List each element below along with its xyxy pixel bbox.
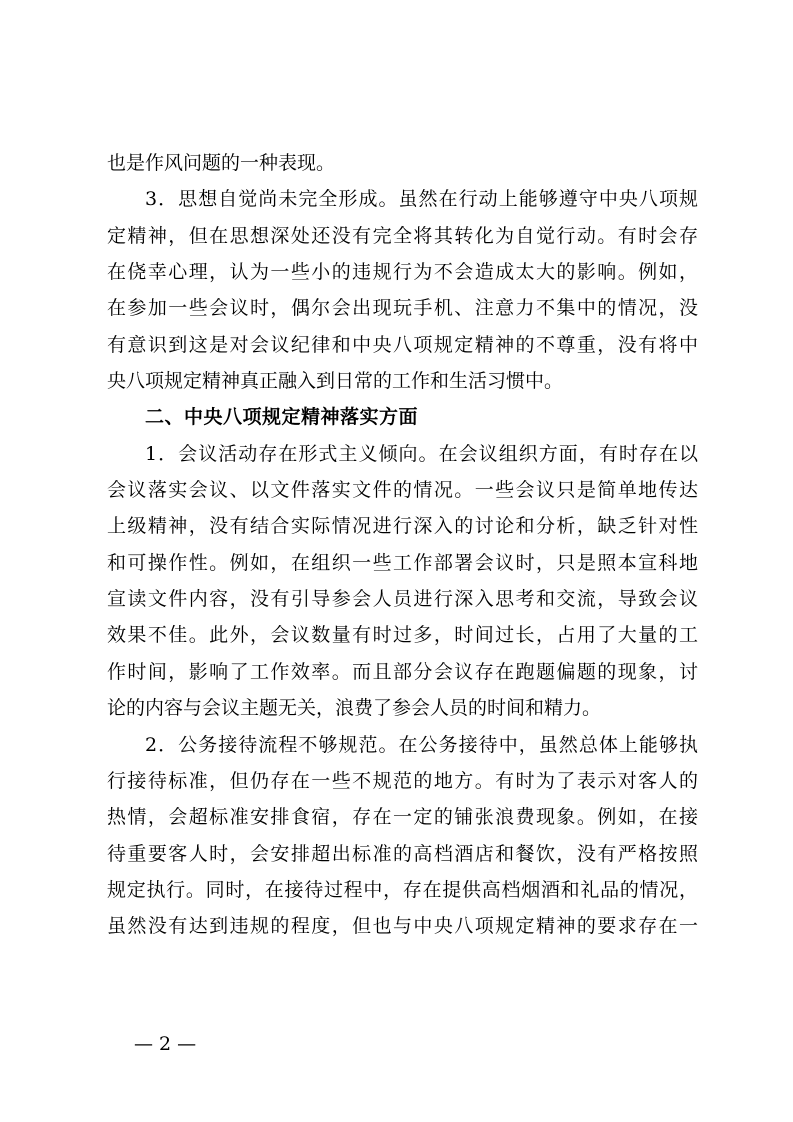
text-line: 在侥幸心理，认为一些小的违规行为不会造成太大的影响。例如， — [107, 261, 698, 284]
text-line: 在参加一些会议时，偶尔会出现玩手机、注意力不集中的情况，没 — [107, 297, 698, 320]
text-line: 行接待标准，但仍存在一些不规范的地方。有时为了表示对客人的 — [107, 769, 698, 792]
text-line: 和可操作性。例如，在组织一些工作部署会议时，只是照本宣科地 — [107, 551, 698, 574]
page-number: — 2 — — [134, 1033, 197, 1055]
text-line: 效果不佳。此外，会议数量有时过多，时间过长，占用了大量的工 — [107, 624, 698, 647]
text-line: 3．思想自觉尚未完全形成。虽然在行动上能够遵守中央八项规 — [145, 188, 698, 211]
section-heading: 二、中央八项规定精神落实方面 — [145, 406, 419, 429]
text-line: 作时间，影响了工作效率。而且部分会议存在跑题偏题的现象，讨 — [107, 660, 698, 683]
text-line: 规定执行。同时，在接待过程中，存在提供高档烟酒和礼品的情况， — [107, 878, 698, 901]
text-line: 会议落实会议、以文件落实文件的情况。一些会议只是简单地传达 — [107, 479, 698, 502]
text-line: 1．会议活动存在形式主义倾向。在会议组织方面，有时存在以 — [145, 442, 698, 465]
text-line: 待重要客人时，会安排超出标准的高档酒店和餐饮，没有严格按照 — [107, 842, 698, 865]
text-line: 定精神，但在思想深处还没有完全将其转化为自觉行动。有时会存 — [107, 224, 698, 247]
text-line: 央八项规定精神真正融入到日常的工作和生活习惯中。 — [107, 370, 564, 393]
text-line: 2．公务接待流程不够规范。在公务接待中，虽然总体上能够执 — [145, 733, 698, 756]
text-line: 论的内容与会议主题无关，浪费了参会人员的时间和精力。 — [107, 697, 602, 720]
text-line: 有意识到这是对会议纪律和中央八项规定精神的不尊重，没有将中 — [107, 333, 698, 356]
text-line: 上级精神，没有结合实际情况进行深入的讨论和分析，缺乏针对性 — [107, 515, 698, 538]
text-line: 虽然没有达到违规的程度，但也与中央八项规定精神的要求存在一 — [107, 915, 698, 938]
text-line: 宣读文件内容，没有引导参会人员进行深入思考和交流，导致会议 — [107, 588, 698, 611]
text-line: 热情，会超标准安排食宿，存在一定的铺张浪费现象。例如，在接 — [107, 806, 698, 829]
body-text — [107, 145, 698, 945]
text-line: 也是作风问题的一种表现。 — [107, 152, 336, 174]
